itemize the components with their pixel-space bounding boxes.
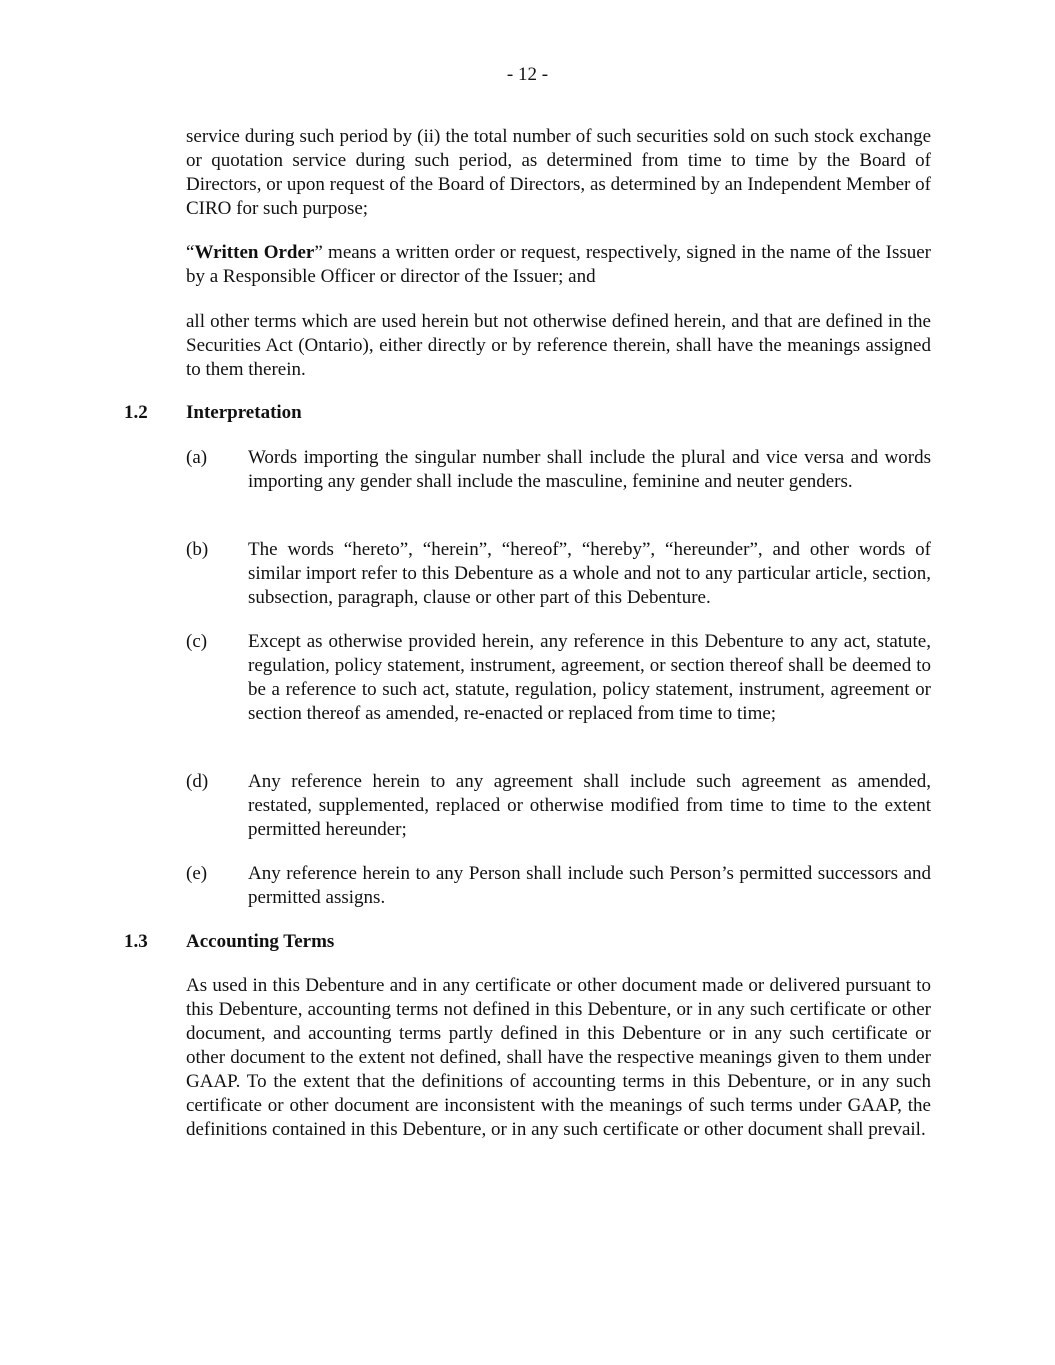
list-item — [186, 770, 931, 842]
list-item-text: The words “hereto”, “herein”, “hereof”, “hereby”, “hereunder”, and other words of similar import refer to this Debenture as a whole and not to any particular article, section, subsection, paragraph, clause or other part of this Debenture. — [248, 539, 931, 608]
list-item — [186, 446, 931, 494]
section-title: Interpretation — [186, 402, 302, 423]
list-item-text: Any reference herein to any agreement shall include such agreement as amended, restated, supplemented, replaced or otherwise modified from time to time to the extent permitted hereunder; — [248, 771, 931, 840]
section-heading-1-3 — [124, 930, 334, 954]
open-quote: “ — [186, 242, 195, 263]
intro-continuation-paragraph: service during such period by (ii) the total number of such securities sold on such stock exchange or quotation service during such period, as determined from time to time by the Board of Directors, or upon request of the Board of Directors, as determined by an Independent Member of CIRO for such purpose; — [186, 126, 931, 219]
section-title: Accounting Terms — [186, 931, 335, 952]
list-item — [186, 538, 931, 610]
list-item — [186, 630, 931, 726]
written-order-definition — [186, 241, 931, 289]
section-heading-1-2 — [124, 401, 302, 425]
list-item-label: (a) — [186, 447, 208, 468]
accounting-terms-paragraph: As used in this Debenture and in any certificate or other document made or delivered pursuant to this Debenture, accounting terms not defined in this Debenture, or in any such certificate or other document, and accounting terms partly defined in this Debenture or in any such certificate or other document to the extent not defined, shall have the respective meanings given to them under GAAP. To the extent that the definitions of accounting terms in this Debenture, or in any such certificate or other document are inconsistent with the meanings of such terms under GAAP, the definitions contained in this Debenture, or in any such certificate or other document shall prevail. — [186, 975, 931, 1140]
list-item-text: Except as otherwise provided herein, any reference in this Debenture to any act, statute, regulation, policy statement, instrument, agreement, or section thereof shall be deemed to be a reference to such act, statute, regulation, policy statement, instrument, agreement or section thereof as amended, re-enacted or replaced from time to time; — [248, 631, 931, 724]
list-item-label: (b) — [186, 539, 209, 560]
list-item-label: (d) — [186, 771, 209, 792]
page-number: - 12 - — [506, 64, 549, 85]
list-item-text: Any reference herein to any Person shall include such Person’s permitted successors and permitted assigns. — [248, 863, 931, 908]
list-item — [186, 862, 931, 910]
list-item-label: (c) — [186, 631, 208, 652]
definition-text: ” means a written order or request, respectively, signed in the name of the Issuer by a Responsible Officer or director of the Issuer; and — [186, 242, 932, 287]
section-number: 1.3 — [124, 931, 148, 952]
defined-term: Written Order — [194, 242, 315, 263]
section-number: 1.2 — [124, 402, 148, 423]
list-item-label: (e) — [186, 863, 208, 884]
other-terms-paragraph: all other terms which are used herein but not otherwise defined herein, and that are defined in the Securities Act (Ontario), either directly or by reference therein, shall have the meanings assigned to them therein. — [186, 311, 931, 380]
list-item-text: Words importing the singular number shall include the plural and vice versa and words importing any gender shall include the masculine, feminine and neuter genders. — [248, 447, 931, 492]
